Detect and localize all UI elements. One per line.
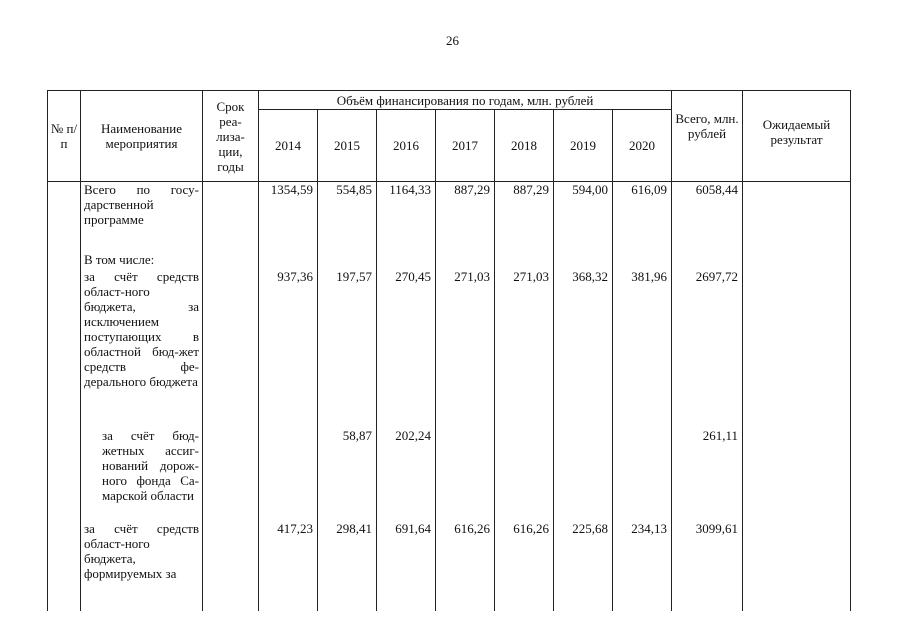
table-row (48, 269, 851, 428)
value-cell: 197,57 (318, 269, 377, 428)
header-funding-title: Объём финансирования по годам, млн. рублей (259, 91, 672, 110)
result-cell (743, 521, 851, 611)
value-cell: 616,09 (613, 182, 672, 252)
row-name: Всего по госу-дарственной программе (84, 182, 199, 227)
total-cell: 6058,44 (672, 182, 743, 252)
value-cell: 271,03 (436, 269, 495, 428)
result-cell (743, 428, 851, 521)
row-term-cell (203, 252, 259, 269)
header-year: 2020 (613, 110, 672, 182)
header-number: № п/п (48, 91, 81, 182)
result-cell (743, 252, 851, 269)
row-number-cell (48, 252, 81, 269)
value-cell: 271,03 (495, 269, 554, 428)
total-cell: 2697,72 (672, 269, 743, 428)
value-cell: 616,26 (495, 521, 554, 611)
value-cell: 887,29 (495, 182, 554, 252)
row-term-cell (203, 521, 259, 611)
value-cell (613, 252, 672, 269)
row-name: за счёт бюд-жетных ассиг-нований дорож-ного фонда Са-марской области (102, 427, 199, 503)
value-cell: 937,36 (259, 269, 318, 428)
page-number: 26 (446, 33, 459, 48)
result-cell (743, 269, 851, 428)
value-cell (495, 252, 554, 269)
value-cell (554, 428, 613, 521)
row-term-cell (203, 269, 259, 428)
row-number-cell (48, 428, 81, 521)
subhead-label: В том числе: (84, 251, 155, 267)
row-name-cell (81, 428, 203, 521)
total-cell: 261,11 (672, 428, 743, 521)
value-cell: 225,68 (554, 521, 613, 611)
value-cell: 202,24 (377, 428, 436, 521)
result-cell (743, 182, 851, 252)
row-name-cell (81, 269, 203, 428)
header-total: Всего, млн. рублей (672, 91, 743, 182)
value-cell: 554,85 (318, 182, 377, 252)
header-year: 2014 (259, 110, 318, 182)
value-cell: 1164,33 (377, 182, 436, 252)
value-cell: 594,00 (554, 182, 613, 252)
funding-table (47, 90, 851, 611)
row-number-cell (48, 182, 81, 252)
header-year: 2016 (377, 110, 436, 182)
table-row (48, 521, 851, 611)
value-cell (259, 428, 318, 521)
value-cell (436, 252, 495, 269)
value-cell (318, 252, 377, 269)
value-cell: 270,45 (377, 269, 436, 428)
value-cell: 691,64 (377, 521, 436, 611)
header-year: 2019 (554, 110, 613, 182)
value-cell (554, 252, 613, 269)
header-result: Ожидаемый результат (743, 91, 851, 182)
value-cell (377, 252, 436, 269)
value-cell: 368,32 (554, 269, 613, 428)
value-cell: 298,41 (318, 521, 377, 611)
table-row (48, 252, 851, 269)
header-term: Срок реа-лиза-ции, годы (203, 91, 259, 182)
value-cell: 1354,59 (259, 182, 318, 252)
table-row (48, 428, 851, 521)
row-term-cell (203, 182, 259, 252)
value-cell (613, 428, 672, 521)
header-year: 2018 (495, 110, 554, 182)
table-row (48, 182, 851, 252)
value-cell: 417,23 (259, 521, 318, 611)
value-cell: 58,87 (318, 428, 377, 521)
header-name: Наименование мероприятия (81, 91, 203, 182)
value-cell (259, 252, 318, 269)
value-cell: 234,13 (613, 521, 672, 611)
total-cell: 3099,61 (672, 521, 743, 611)
row-name: за счёт средств област-ного бюджета, формируемых за (84, 520, 199, 581)
total-cell (672, 252, 743, 269)
row-number-cell (48, 269, 81, 428)
row-name-cell (81, 521, 203, 611)
value-cell (495, 428, 554, 521)
row-name-cell (81, 252, 203, 269)
row-number-cell (48, 521, 81, 611)
row-name-cell (81, 182, 203, 252)
row-term-cell (203, 428, 259, 521)
header-year: 2015 (318, 110, 377, 182)
row-name: за счёт средств област-ного бюджета, за исключением поступающих в областной бюд-жет средств фе-дерального бюджета (84, 268, 199, 389)
value-cell (436, 428, 495, 521)
value-cell: 887,29 (436, 182, 495, 252)
header-year: 2017 (436, 110, 495, 182)
value-cell: 616,26 (436, 521, 495, 611)
value-cell: 381,96 (613, 269, 672, 428)
